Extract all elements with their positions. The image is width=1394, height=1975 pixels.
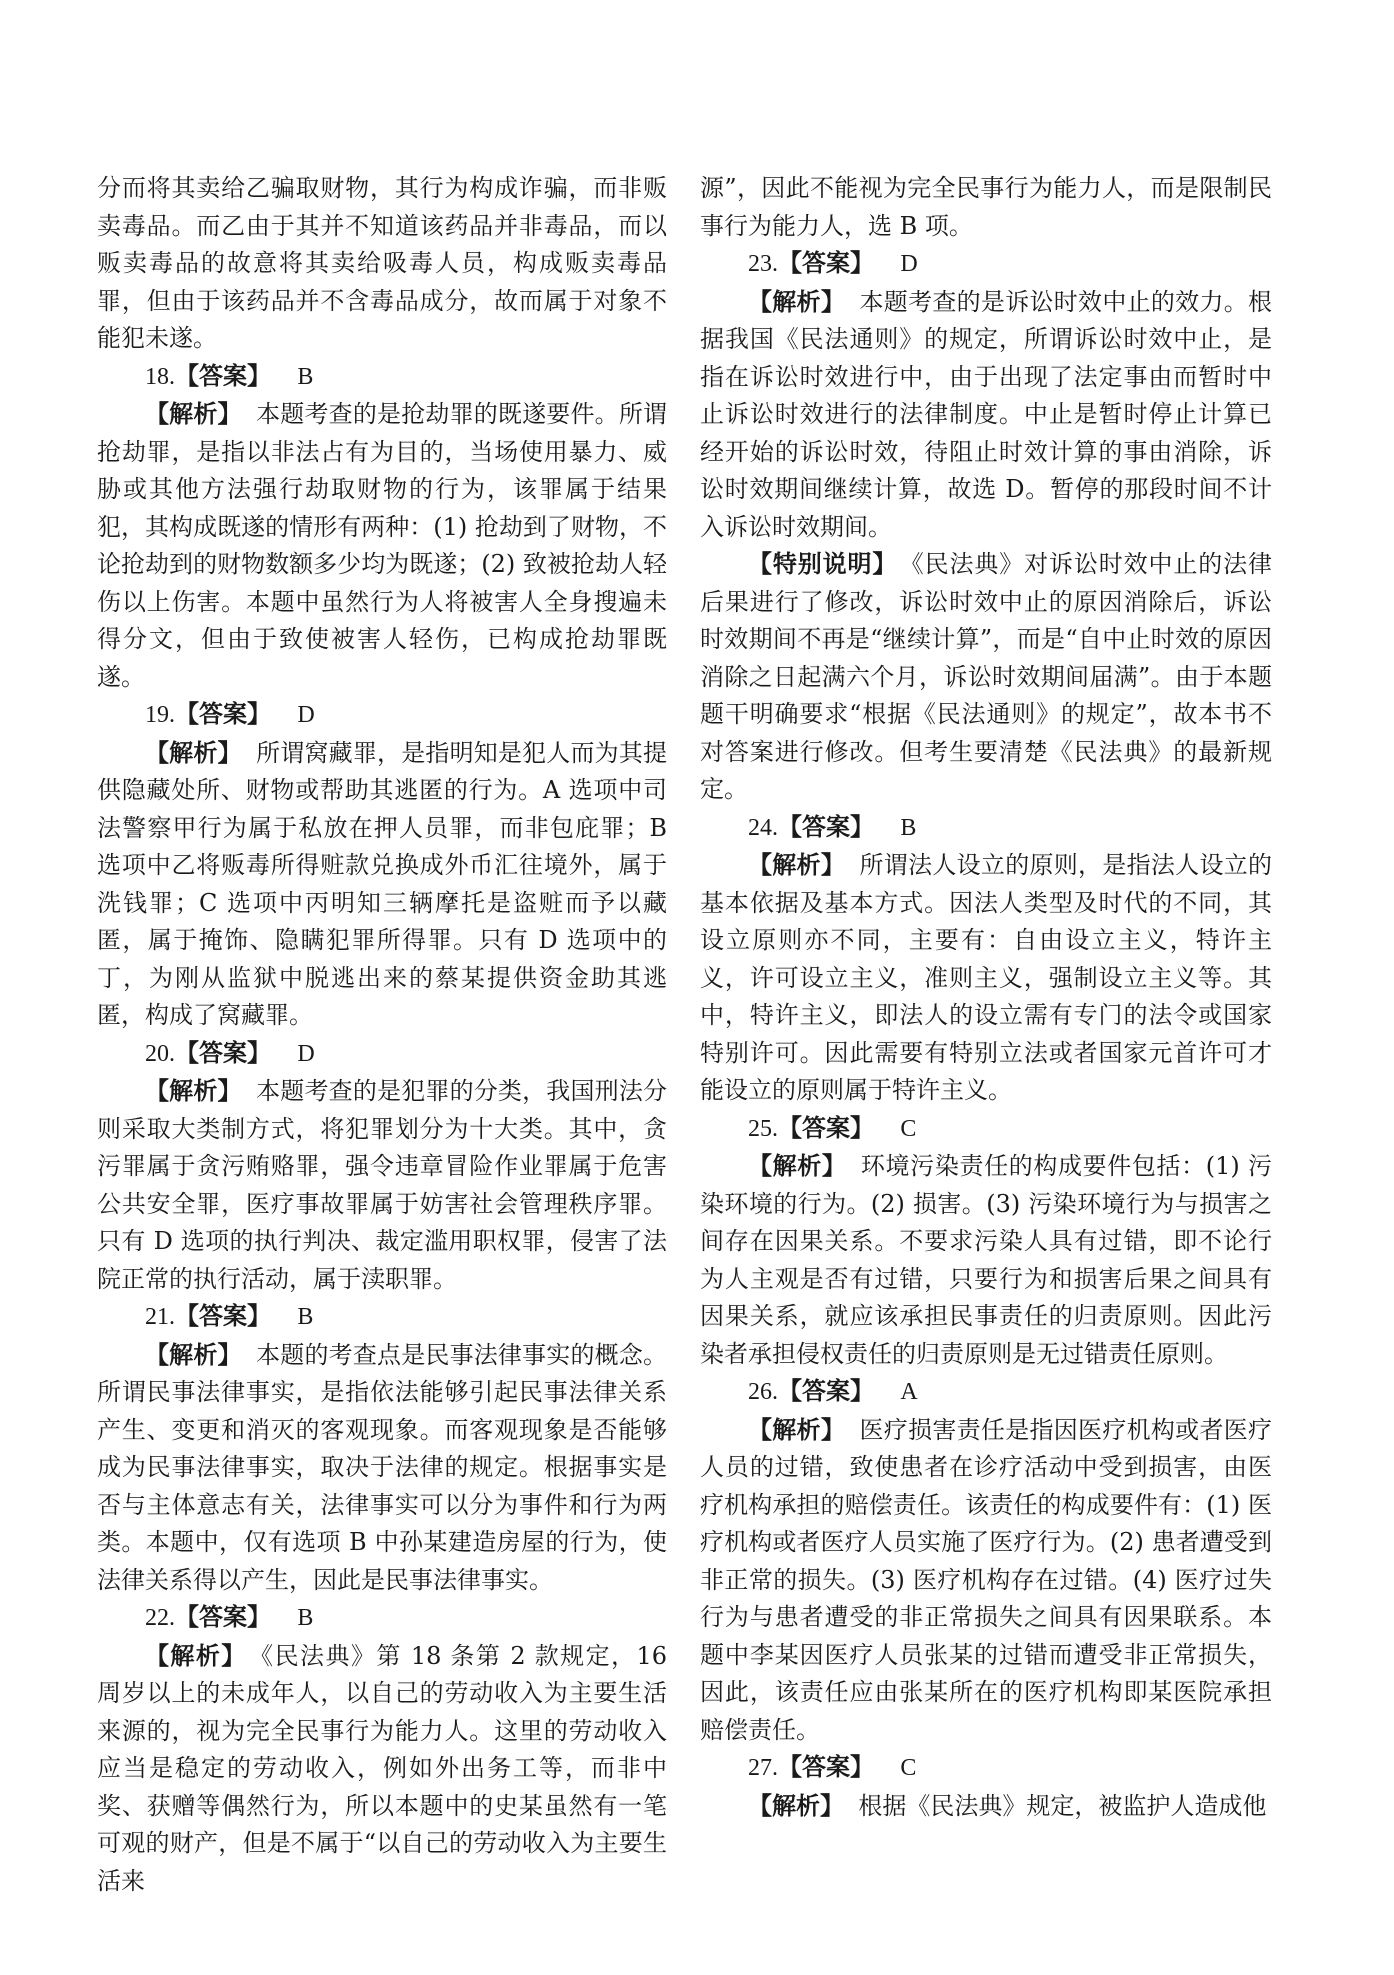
- q18-analysis: [97, 396, 667, 696]
- q25-analysis: [700, 1148, 1272, 1373]
- answer-letter: D: [297, 702, 315, 728]
- answer-tag: 【答案】: [778, 1113, 874, 1142]
- question-number: 25.: [748, 1115, 778, 1142]
- answer-tag: 【答案】: [175, 700, 271, 728]
- answer-letter: C: [900, 1115, 917, 1142]
- q21-analysis: [97, 1337, 667, 1600]
- q22-analysis: [97, 1638, 667, 1901]
- q18-answer: [97, 358, 667, 397]
- question-number: 20.: [145, 1040, 175, 1067]
- analysis-tag: 【解析】: [748, 1152, 847, 1180]
- right-column: [700, 170, 1272, 1825]
- analysis-tag: 【解析】: [748, 1415, 846, 1444]
- q19-analysis: [97, 735, 667, 1035]
- answer-tag: 【答案】: [175, 1302, 271, 1330]
- analysis-text: 《民法典》第 18 条第 2 款规定，16 周岁以上的未成年人，以自己的劳动收入为主要生活来源的，视为完全民事行为能力人。这里的劳动收入应当是稳定的劳动收入，例如外出务工等，而非中奖、获赠等偶然行为，所以本题中的史某虽然有一笔可观的财产，但是不属于“以自己的劳动收入为主要生活来: [97, 1641, 667, 1895]
- analysis-tag: 【解析】: [145, 1340, 242, 1369]
- answer-letter: B: [900, 814, 917, 841]
- analysis-text: 环境污染责任的构成要件包括：(1) 污染环境的行为。(2) 损害。(3) 污染环境行为与损害之间存在因果关系。不要求污染人具有过错，即不论行为人主观是否有过错，只要行为和损害后果之间具有因果关系，就应该承担民事责任的归责原则。因此污染者承担侵权责任的归责原则是无过错责任原则。: [700, 1152, 1273, 1368]
- answer-letter: A: [900, 1379, 918, 1405]
- analysis-text: 根据《民法典》规定，被监护人造成他: [858, 1791, 1267, 1820]
- question-number: 19.: [145, 702, 175, 728]
- q26-answer: [700, 1373, 1272, 1412]
- analysis-text: 医疗损害责任是指因医疗机构或者医疗人员的过错，致使患者在诊疗活动中受到损害，由医疗机构承担的赔偿责任。该责任的构成要件有：(1) 医疗机构或者医疗人员实施了医疗行为。(2) 患者遭受到非正常的损失。(3) 医疗机构存在过错。(4) 医疗过失行为与患者遭受的非正常损失之间具有因果联系。本题中李某因医疗人员张某的过错而遭受非正常损失，因此，该责任应由张某所在的医疗机构即某医院承担赔偿责任。: [700, 1415, 1273, 1744]
- question-number: 21.: [145, 1304, 175, 1330]
- q24-answer: [700, 809, 1272, 848]
- answer-tag: 【答案】: [175, 1603, 271, 1631]
- q27-answer: [700, 1749, 1272, 1788]
- left-column: [97, 170, 667, 1900]
- analysis-text: 所谓窝藏罪，是指明知是犯人而为其提供隐藏处所、财物或帮助其逃匿的行为。A 选项中司法警察甲行为属于私放在押人员罪，而非包庇罪；B 选项中乙将贩毒所得赃款兑换成外币汇往境外，属于洗钱罪；C 选项中丙明知三辆摩托是盗赃而予以藏匿，属于掩饰、隐瞒犯罪所得罪。只有 D 选项中的丁，为刚从监狱中脱逃出来的蔡某提供资金助其逃匿，构成了窝藏罪。: [97, 738, 668, 1029]
- q21-answer: [97, 1298, 667, 1337]
- answer-tag: 【答案】: [175, 1038, 271, 1067]
- answer-tag: 【答案】: [778, 1377, 874, 1405]
- answer-letter: D: [297, 1040, 315, 1067]
- answer-letter: B: [297, 1605, 314, 1631]
- question-number: 24.: [748, 814, 778, 841]
- answer-tag: 【答案】: [175, 361, 271, 390]
- analysis-tag: 【解析】: [748, 1791, 844, 1820]
- special-note-tag: 【特别说明】: [748, 550, 898, 578]
- question-number: 18.: [145, 363, 175, 390]
- analysis-text: 本题考查的是诉讼时效中止的效力。根据我国《民法通则》的规定，所谓诉讼时效中止，是指在诉讼时效进行中，由于出现了法定事由而暂时中止诉讼时效进行的法律制度。中止是暂时停止计算已经开始的诉讼时效，待阻止时效计算的事由消除，诉讼时效期间继续计算，故选 D。暂停的那段时间不计入诉讼时效期间。: [700, 287, 1273, 541]
- q22-answer: [97, 1599, 667, 1638]
- q25-answer: [700, 1110, 1272, 1149]
- answer-tag: 【答案】: [778, 1753, 874, 1781]
- answer-letter: B: [297, 363, 314, 390]
- analysis-text: 本题考查的是犯罪的分类，我国刑法分则采取大类制方式，将犯罪划分为十大类。其中，贪污罪属于贪污贿赂罪，强令违章冒险作业罪属于危害公共安全罪，医疗事故罪属于妨害社会管理秩序罪。只有 D 选项的执行判决、裁定滥用职权罪，侵害了法院正常的执行活动，属于渎职罪。: [97, 1077, 668, 1293]
- analysis-tag: 【解析】: [748, 287, 846, 316]
- q24-analysis: [700, 847, 1272, 1110]
- analysis-tag: 【解析】: [748, 851, 846, 879]
- analysis-tag: 【解析】: [145, 400, 242, 428]
- answer-letter: B: [297, 1304, 314, 1330]
- analysis-tag: 【解析】: [145, 738, 242, 767]
- q23-answer: [700, 245, 1272, 284]
- analysis-text: 所谓法人设立的原则，是指法人设立的基本依据及基本方式。因法人类型及时代的不同，其设立原则亦不同，主要有：自由设立主义，特许主义，许可设立主义，准则主义，强制设立主义等。其中，特许主义，即法人的设立需有专门的法令或国家特别许可。因此需要有特别立法或者国家元首许可才能设立的原则属于特许主义。: [700, 851, 1273, 1104]
- question-number: 23.: [748, 251, 778, 277]
- analysis-text: 本题考查的是抢劫罪的既遂要件。所谓抢劫罪，是指以非法占有为目的，当场使用暴力、威胁或其他方法强行劫取财物的行为，该罪属于结果犯，其构成既遂的情形有两种：(1) 抢劫到了财物，不论抢劫到的财物数额多少均为既遂；(2) 致被抢劫人轻伤以上伤害。本题中虽然行为人将被害人全身搜遍未得分文，但由于致使被害人轻伤，已构成抢劫罪既遂。: [97, 400, 668, 691]
- q20-answer: [97, 1035, 667, 1074]
- question-number: 26.: [748, 1379, 778, 1405]
- q27-analysis: [700, 1788, 1272, 1826]
- question-number: 22.: [145, 1605, 175, 1631]
- answer-tag: 【答案】: [778, 812, 874, 841]
- q22-analysis-continuation: 源”，因此不能视为完全民事行为能力人，而是限制民事行为能力人，选 B 项。: [700, 174, 1272, 240]
- q23-analysis: [700, 284, 1272, 547]
- analysis-tag: 【解析】: [145, 1641, 247, 1670]
- analysis-text: 本题的考查点是民事法律事实的概念。所谓民事法律事实，是指依法能够引起民事法律关系产生、变更和消灭的客观现象。而客观现象是否能够成为民事法律事实，取决于法律的规定。根据事实是否与主体意志有关，法律事实可以分为事件和行为两类。本题中，仅有选项 B 中孙某建造房屋的行为，使法律关系得以产生，因此是民事法律事实。: [97, 1340, 668, 1594]
- q26-analysis: [700, 1412, 1272, 1750]
- q20-analysis: [97, 1073, 667, 1298]
- analysis-tag: 【解析】: [145, 1077, 242, 1105]
- q17-analysis-continuation: 分而将其卖给乙骗取财物，其行为构成诈骗，而非贩卖毒品。而乙由于其并不知道该药品并非毒品，而以贩卖毒品的故意将其卖给吸毒人员，构成贩卖毒品罪，但由于该药品并不含毒品成分，故而属于对象不能犯未遂。: [97, 174, 667, 352]
- special-note-text: 《民法典》对诉讼时效中止的法律后果进行了修改，诉讼时效中止的原因消除后，诉讼时效期间不再是“继续计算”，而是“自中止时效的原因消除之日起满六个月，诉讼时效期间届满”。由于本题题干明确要求“根据《民法通则》的规定”，故本书不对答案进行修改。但考生要清楚《民法典》的最新规定。: [700, 550, 1273, 803]
- answer-tag: 【答案】: [778, 249, 874, 277]
- answer-letter: D: [900, 251, 918, 277]
- question-number: 27.: [748, 1755, 778, 1781]
- answer-letter: C: [900, 1755, 917, 1781]
- q23-special-note: [700, 546, 1272, 809]
- q19-answer: [97, 696, 667, 735]
